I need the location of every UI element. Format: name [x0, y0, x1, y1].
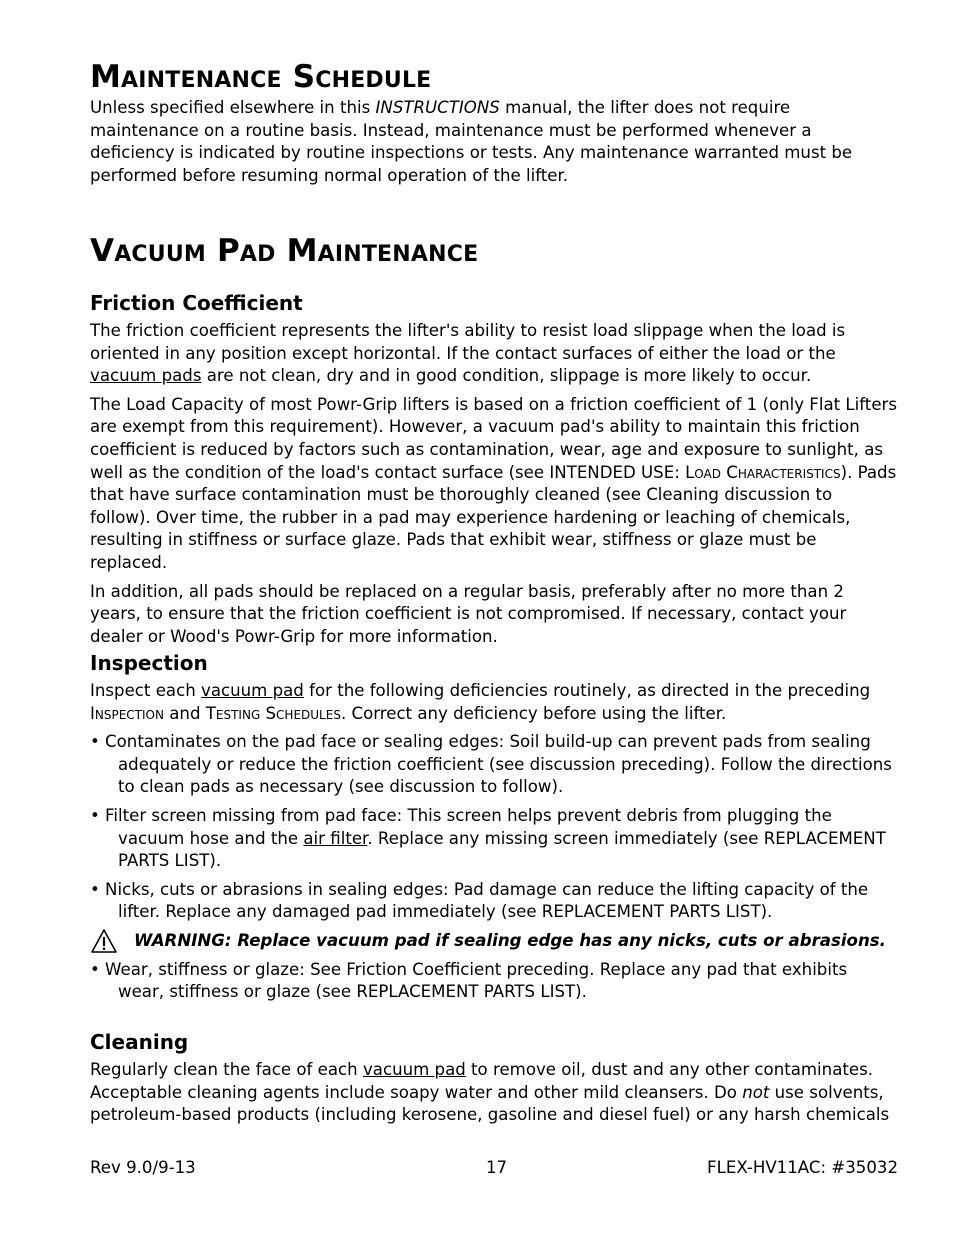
list-item: • Contaminates on the pad face or sealing edges: Soil build-up can prevent pads from sealing adequately or reduce the friction coefficient (see discussion preceding). Follow the directions to clean pads as necessary (see discussion to follow). [90, 732, 892, 797]
paragraph: Unless specified elsewhere in this INSTRUCTIONS manual, the lifter does not require maintenance on a routine basis. Instead, maintenance must be performed whenever a deficiency is indicated by routine inspections or tests. Any maintenance warranted must be performed before resuming normal operation of the lifter. [90, 98, 853, 185]
subsection-heading: Cleaning [90, 1030, 189, 1054]
cleaning-subsection [90, 1029, 898, 1127]
section-heading: Maintenance Schedule [90, 59, 432, 95]
warning-triangle-icon [90, 928, 118, 954]
paragraph: Regularly clean the face of each vacuum pad to remove oil, dust and any other contaminates. Acceptable cleaning agents include soapy water and other mild cleansers. Do not use solvents, petroleum-based products (including kerosene, gasoline and diesel fuel) or any harsh chemicals [90, 1060, 890, 1125]
list-item: • Nicks, cuts or abrasions in sealing edges: Pad damage can reduce the lifting capacity of the lifter. Replace any damaged pad immediately (see REPLACEMENT PARTS LIST). [90, 879, 869, 922]
list-item: • Filter screen missing from pad face: This screen helps prevent debris from plugging the vacuum hose and the air filter. Replace any missing screen immediately (see REPLACEMENT PARTS LIST). [90, 805, 886, 871]
revision-label: Rev 9.0/9-13 [90, 1158, 196, 1177]
subsection-heading: Friction Coefficient [90, 291, 303, 315]
vacuum-pad-link[interactable]: vacuum pad [362, 1060, 466, 1079]
warning-notice [90, 930, 898, 953]
friction-coefficient-subsection [90, 290, 898, 648]
subsection-heading: Inspection [90, 651, 208, 675]
warning-text: WARNING: Replace vacuum pad if sealing edge has any nicks, cuts or abrasions. [134, 930, 886, 950]
vacuum-pad-maintenance-section [90, 234, 898, 268]
maintenance-schedule-section [90, 60, 898, 187]
air-filter-link[interactable]: air filter [303, 828, 368, 848]
paragraph: The friction coefficient represents the lifter's ability to resist load slippage when the load is oriented in any position except horizontal. If the contact surfaces of either the load or the vacuum pads are not clean, dry and in good condition, slippage is more likely to occur. [90, 321, 846, 386]
paragraph: In addition, all pads should be replaced on a regular basis, preferably after no more than 2 years, to ensure that the friction coefficient is not compromised. If necessary, contact your dealer or Wood's Powr-Grip for more information. [90, 581, 847, 646]
paragraph: The Load Capacity of most Powr-Grip lifters is based on a friction coefficient of 1 (only Flat Lifters are exempt from this requirement). However, a vacuum pad's ability to maintain this friction coefficient is reduced by factors such as contamination, wear, age and exposure to sunlight, as well as the condition of the load's contact surface (see INTENDED USE: Load Characteristics). Pads that have surface contamination must be thoroughly cleaned (see Cleaning discussion to follow). Over time, the rubber in a pad may experience hardening or leaching of chemicals, resulting in stiffness or surface glaze. Pads that exhibit wear, stiffness or glaze must be replaced. [90, 394, 897, 572]
inspection-subsection [90, 650, 898, 1004]
document-id: FLEX-HV11AC: #35032 [707, 1158, 898, 1177]
vacuum-pads-link[interactable]: vacuum pads [90, 366, 202, 386]
list-item: • Wear, stiffness or glaze: See Friction Coefficient preceding. Replace any pad that exhibits wear, stiffness or glaze (see REPLACEMENT PARTS LIST). [90, 959, 848, 1002]
paragraph: Inspect each vacuum pad for the following deficiencies routinely, as directed in the preceding Inspection and Testing Schedules. Correct any deficiency before using the lifter. [90, 681, 871, 723]
page-number: 17 [486, 1158, 508, 1177]
vacuum-pad-link[interactable]: vacuum pad [201, 681, 304, 700]
section-heading: Vacuum Pad Maintenance [90, 233, 479, 269]
